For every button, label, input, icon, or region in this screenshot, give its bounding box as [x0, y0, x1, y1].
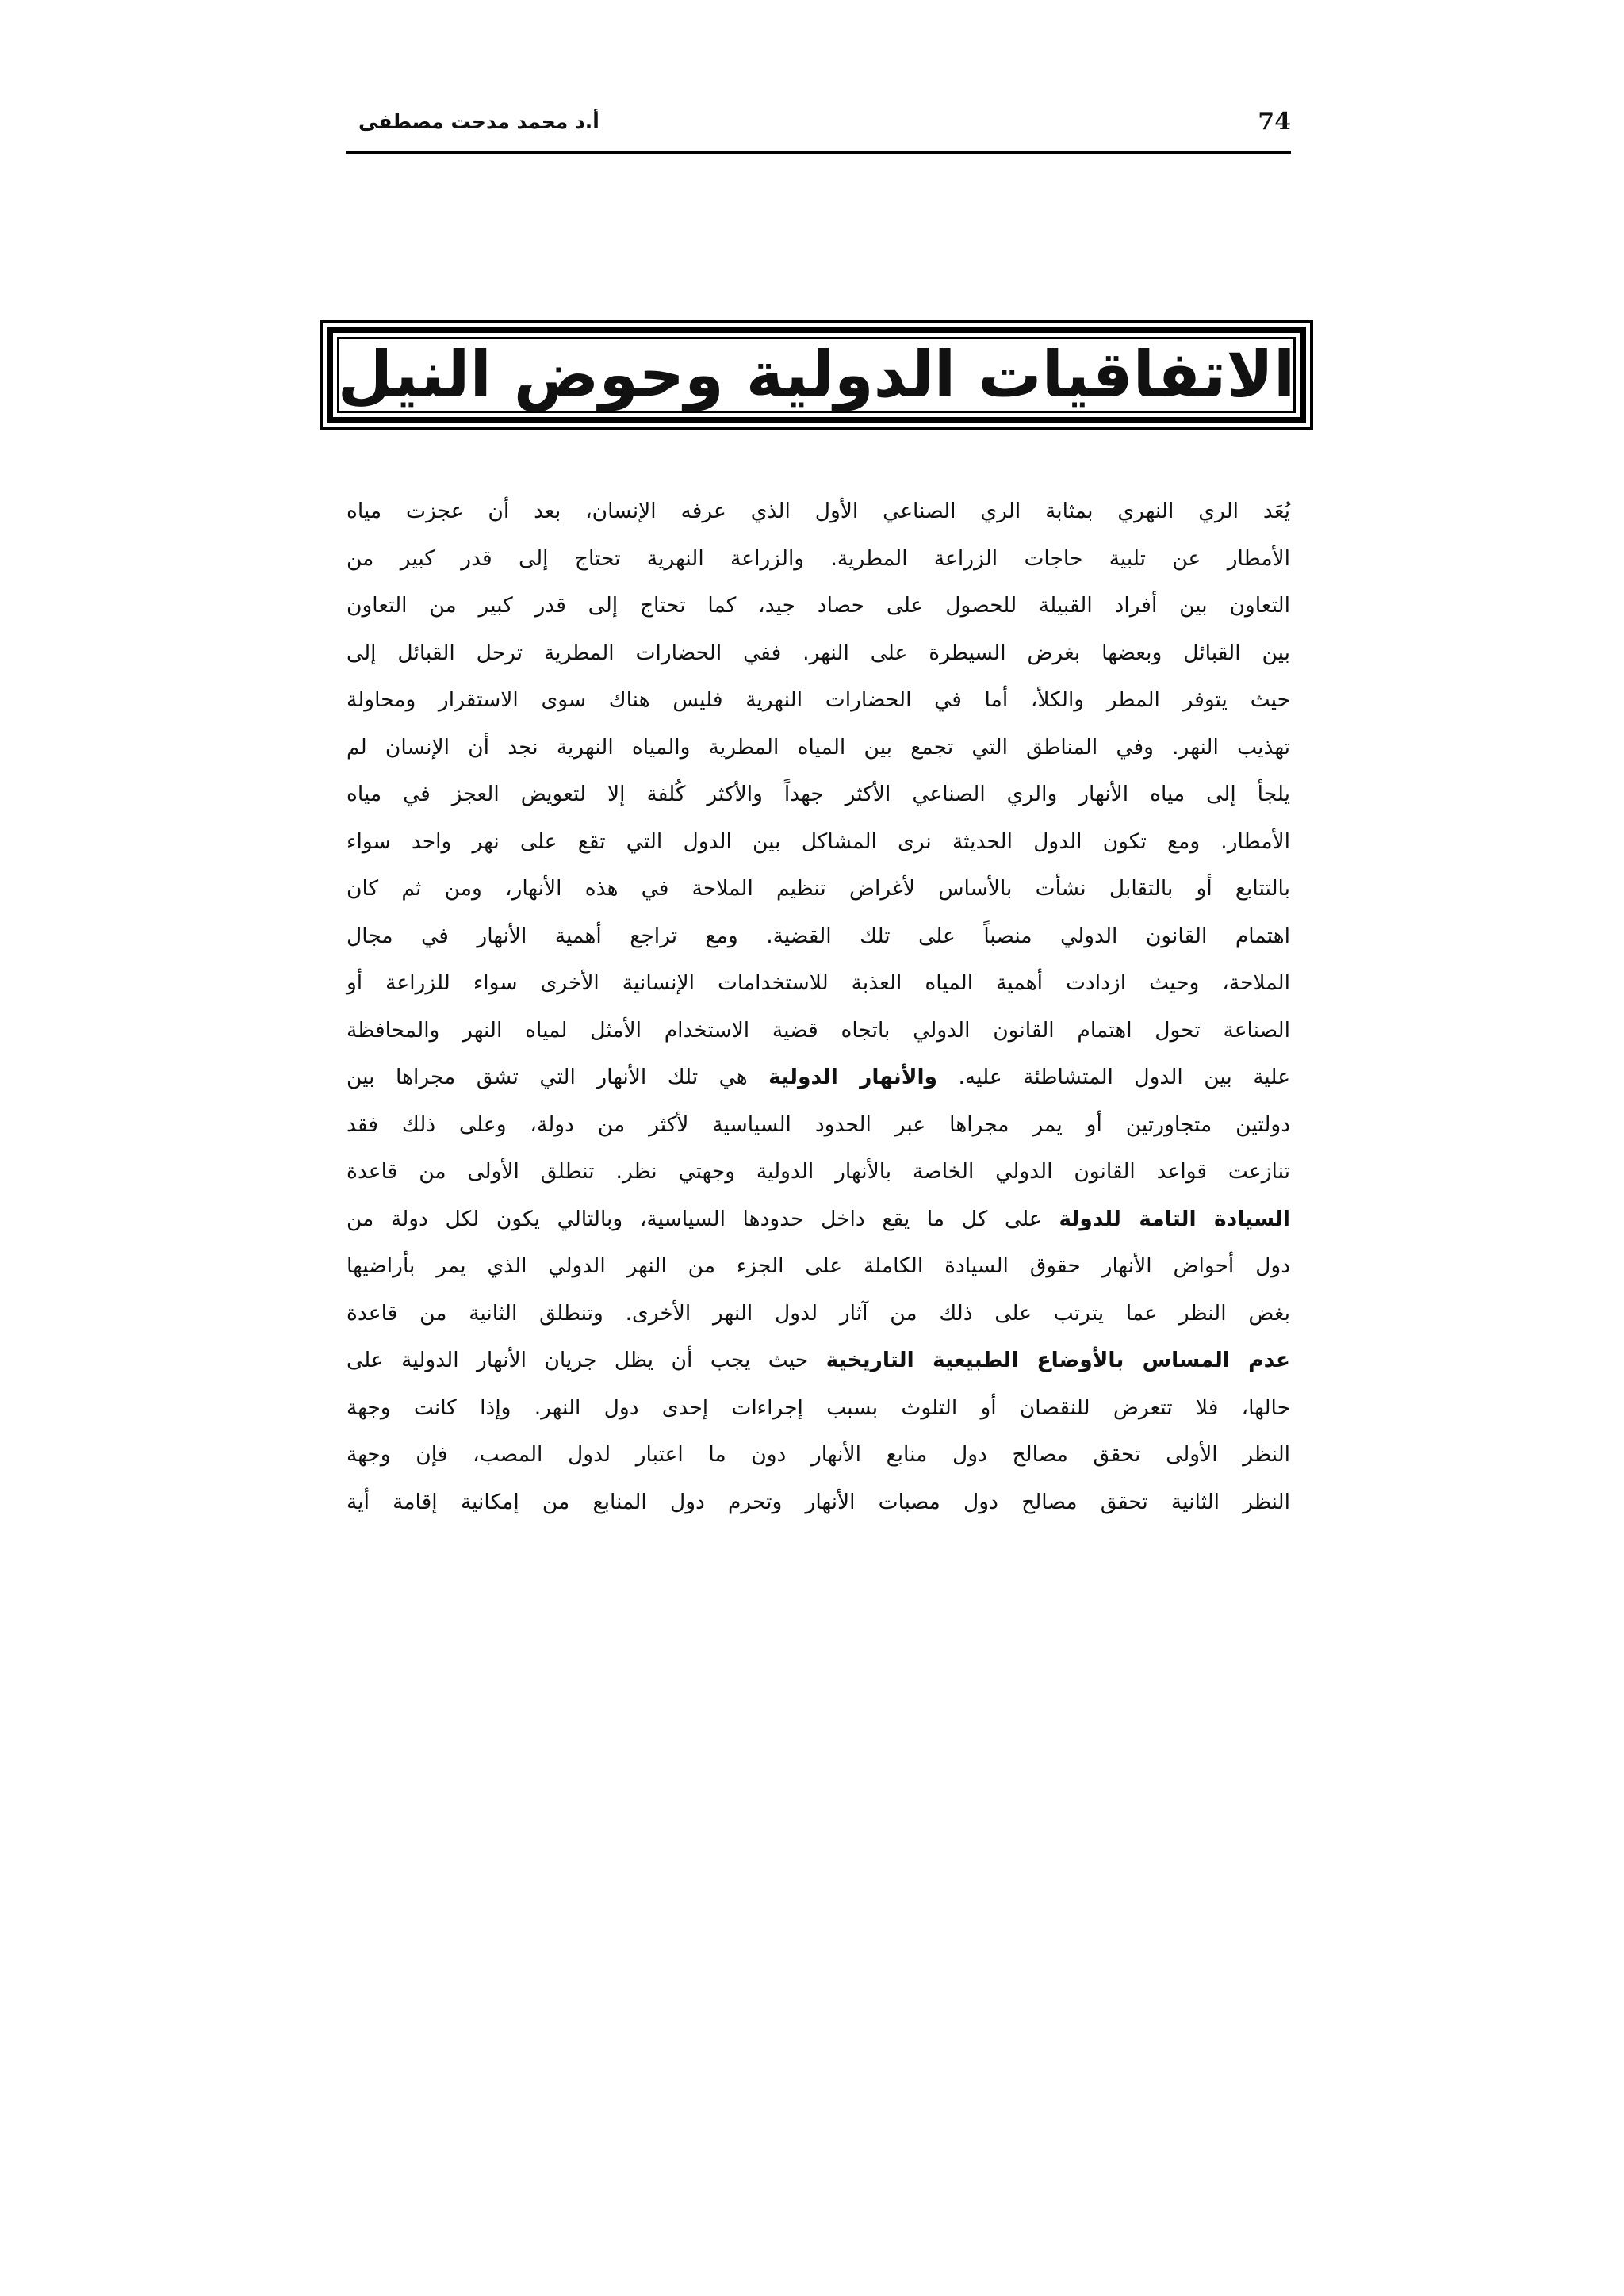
text-line: الملاحة، وحيث ازدادت أهمية المياه العذبة للاستخدامات الإنسانية الأخرى سواء للزراعة أو	[347, 970, 1290, 995]
text-run: هي تلك الأنهار التي تشق مجراها بين	[347, 1065, 769, 1089]
text-line: بالتتابع أو بالتقابل نشأت بالأساس لأغراض تنظيم الملاحة في هذه الأنهار، ومن ثم كان	[347, 876, 1290, 901]
text-line: اهتمام القانون الدولي منصباً على تلك القضية. ومع تراجع أهمية الأنهار في مجال	[347, 923, 1290, 948]
text-line: دولتين متجاورتين أو يمر مجراها عبر الحدود السياسية لأكثر من دولة، وعلى ذلك فقد	[347, 1112, 1290, 1137]
bold-term-international-rivers: والأنهار الدولية	[768, 1065, 938, 1089]
text-line: تنازعت قواعد القانون الدولي الخاصة بالأنهار الدولية وجهتي نظر. تنطلق الأولى من قاعدة	[347, 1159, 1290, 1184]
text-line: يلجأ إلى مياه الأنهار والري الصناعي الأكثر جهداً والأكثر كُلفة إلا لتعويض العجز في مياه	[347, 782, 1290, 806]
page-number: 74	[1258, 108, 1291, 136]
chapter-title-frame	[320, 320, 1313, 430]
text-line	[347, 1337, 1290, 1384]
text-line: بغض النظر عما يترتب على ذلك من آثار لدول النهر الأخرى. وتنطلق الثانية من قاعدة	[347, 1300, 1290, 1326]
text-line: دول أحواض الأنهار حقوق السيادة الكاملة على الجزء من النهر الدولي الذي يمر بأراضيها	[347, 1253, 1290, 1278]
chapter-title: الاتفاقيات الدولية وحوض النيل	[337, 338, 1296, 411]
text-line: يُعَد الري النهري بمثابة الري الصناعي الأول الذي عرفه الإنسان، بعد أن عجزت مياه	[347, 499, 1290, 523]
text-line: حالها، فلا تتعرض للنقصان أو التلوث بسبب إجراءات إحدى دول النهر. وإذا كانت وجهة	[347, 1395, 1290, 1420]
bold-term-absolute-sovereignty: السيادة التامة للدولة	[1059, 1206, 1291, 1231]
text-run: على كل ما يقع داخل حدودها السياسية، وبالتالي يكون لكل دولة من	[347, 1206, 1059, 1231]
text-line: النظر الأولى تحقق مصالح دول منابع الأنهار دون ما اعتبار لدول المصب، فإن وجهة	[347, 1442, 1290, 1467]
text-run: حيث يجب أن يظل جريان الأنهار الدولية على	[347, 1348, 826, 1372]
text-line: الأمطار. ومع تكون الدول الحديثة نرى المشاكل بين الدول التي تقع على نهر واحد سواء	[347, 828, 1290, 854]
text-line: التعاون بين أفراد القبيلة للحصول على حصاد جيد، كما تحتاج إلى قدر كبير من التعاون	[347, 593, 1290, 618]
bold-term-historic-natural-conditions: عدم المساس بالأوضاع الطبيعية التاريخية	[825, 1348, 1290, 1372]
text-line: الصناعة تحول اهتمام القانون الدولي باتجاه قضية الاستخدام الأمثل لمياه النهر والمحافظة	[347, 1017, 1290, 1043]
text-line: تهذيب النهر. وفي المناطق التي تجمع بين المياه المطرية والمياه النهرية نجد أن الإنسان لم	[347, 734, 1290, 760]
page-header	[346, 103, 1291, 154]
text-run: علية بين الدول المتشاطئة عليه.	[937, 1065, 1291, 1089]
text-line: بين القبائل وبعضها بغرض السيطرة على النهر. ففي الحضارات المطرية ترحل القبائل إلى	[347, 640, 1290, 665]
running-head-author: أ.د محمد مدحت مصطفى	[358, 110, 599, 133]
text-line: الأمطار عن تلبية حاجات الزراعة المطرية. والزراعة النهرية تحتاج إلى قدر كبير من	[347, 545, 1290, 571]
text-line: النظر الثانية تحقق مصالح دول مصبات الأنهار وتحرم دول المنابع من إمكانية إقامة أية	[347, 1489, 1290, 1514]
text-line	[347, 1196, 1290, 1243]
text-line	[347, 1054, 1290, 1101]
body-paragraph	[347, 488, 1290, 1525]
text-line: حيث يتوفر المطر والكلأ، أما في الحضارات النهرية فليس هناك سوى الاستقرار ومحاولة	[347, 687, 1290, 712]
